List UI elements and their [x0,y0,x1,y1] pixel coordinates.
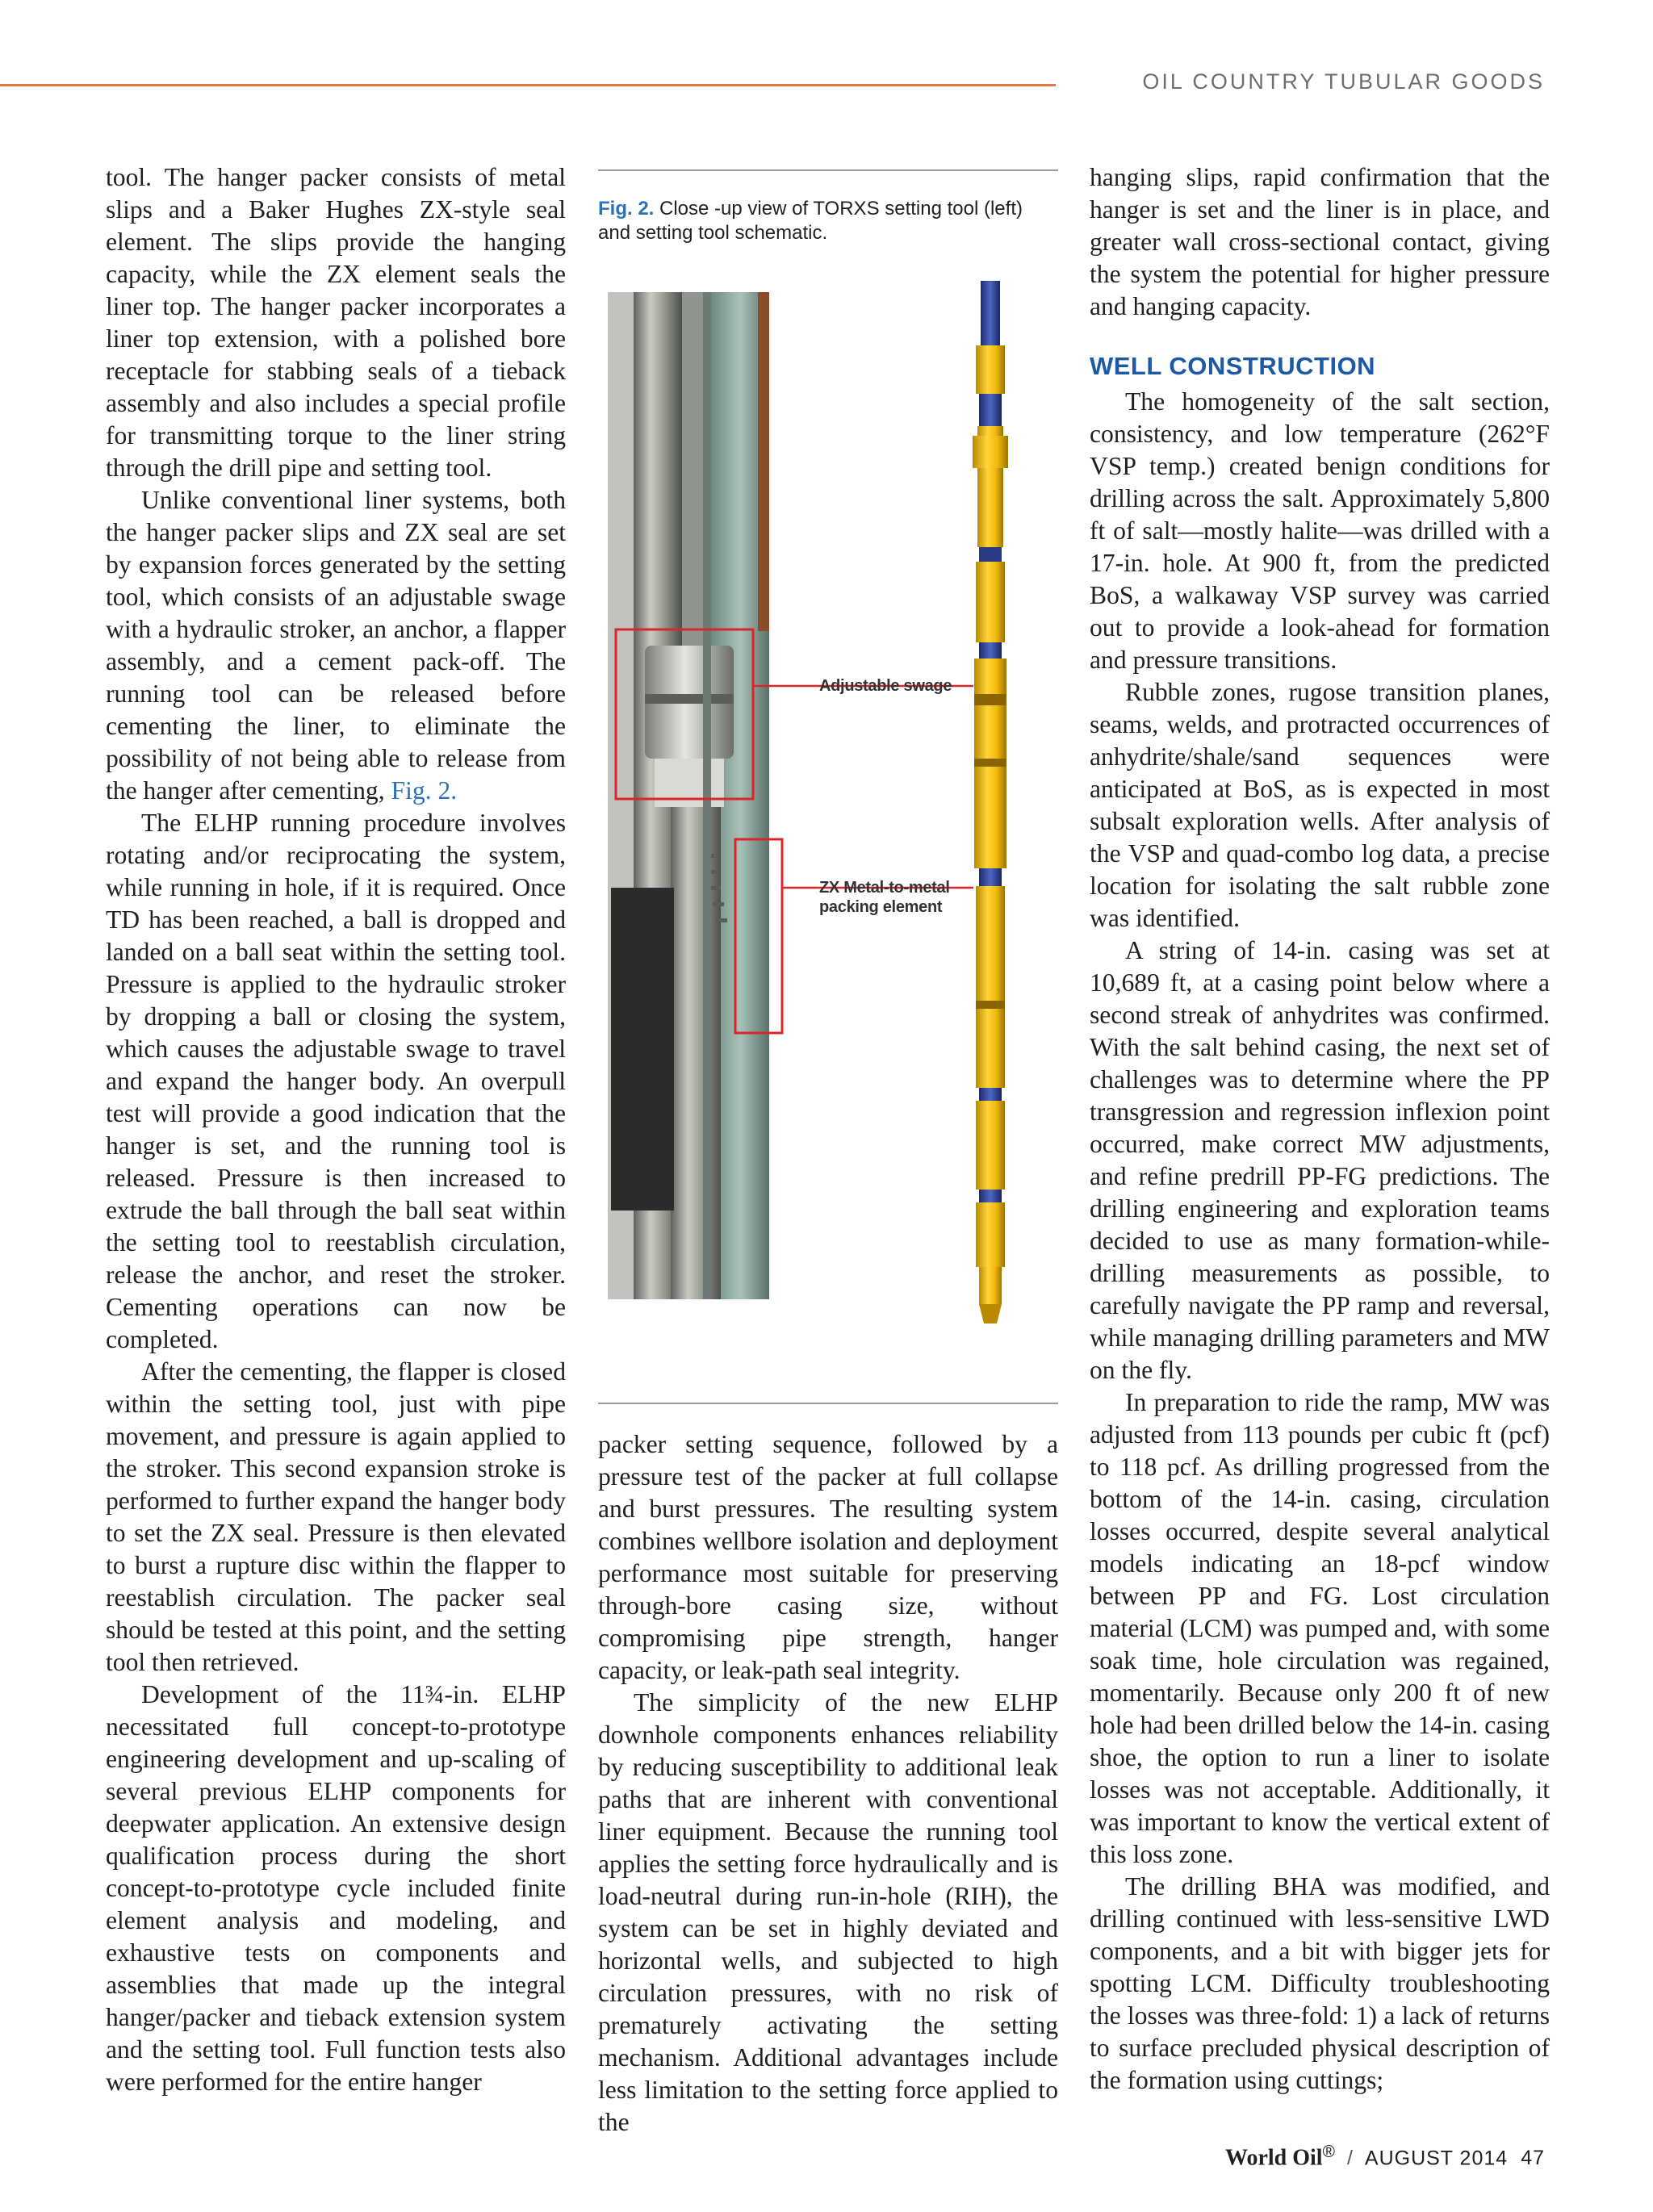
annotation-line: packing element [819,898,943,916]
header-rule [0,84,1056,86]
paragraph: The drilling BHA was modified, and drilling continued with less-sensitive LWD components, and a bit with bigger jets for spotting LCM. Difficulty troubleshooting the losses was three-fold: 1) a lack of returns to surface precluded physical description of the formation using cuttings; [1090,1872,1550,2094]
section-title: OIL COUNTRY TUBULAR GOODS [1142,69,1545,94]
article-column-3 [1090,161,1550,2097]
paragraph: After the cementing, the flapper is closed within the setting tool, just with pipe movement, and pressure is again applied to the stroker. This second expansion stroke is performed to further expand the hanger body to set the ZX seal. Pressure is then elevated to burst a rupture disc within the flapper to reestablish circulation. The packer seal should be tested at this point, and the setting tool then retrieved. [106,1357,566,1676]
setting-tool-schematic [973,281,1008,1323]
figure-label: Fig. 2. [598,198,655,220]
paragraph [106,484,566,807]
figure-top-rule [598,169,1058,171]
annotation-line: ZX Metal-to-metal [819,879,950,897]
issue-date: AUGUST 2014 [1364,2147,1509,2170]
section-heading: WELL CONSTRUCTION [1090,352,1376,380]
figure-caption-text: Close -up view of TORXS setting tool (left) and setting tool schematic. [598,198,1023,244]
article-column-2 [598,1428,1058,2139]
annotation-zx-packing-element [819,878,950,917]
figure-bottom-rule [598,1403,1058,1404]
footer-separator: / [1346,2147,1354,2170]
paragraph: packer setting sequence, followed by a pressure test of the packer at full collapse and burst pressures. The resulting system combines wellbore isolation and deployment performance most suitable for preserving through-bore casing size, without compromising pipe strength, hanger capacity, or leak-path seal integrity. [598,1430,1058,1684]
figure-2 [598,274,1058,1396]
paragraph-text: Unlike conventional liner systems, both the hanger packer slips and ZX seal are set by expansion forces generated by the setting tool, which consists of an adjustable swage with a hydraulic stroker, an anchor, a flapper assembly, and a cement pack-off. The running tool can be released before cementing the liner, to eliminate the possibility of not being able to release from the hanger after cementing, [106,486,566,805]
figure-caption [598,197,1058,245]
article-column-1 [106,161,566,2098]
paragraph: tool. The hanger packer consists of metal slips and a Baker Hughes ZX-style seal element. The slips provide the hanging capacity, while the ZX element seals the liner top. The hanger packer incorporates a liner top extension, with a polished bore receptacle for stabbing seals of a tieback assembly and also includes a special profile for transmitting torque to the liner string through the drill pipe and setting tool. [106,163,566,482]
trademark-symbol: ® [1322,2143,1336,2161]
paragraph: The homogeneity of the salt section, consistency, and low temperature (262°F VSP temp.) created benign conditions for drilling across the salt. Approximately 5,800 ft of salt—mostly halite—was drilled with a 17-in. hole. At 900 ft, from the predicted BoS, a walkaway VSP survey was carried out to provide a look-ahead for formation and pressure transitions. [1090,387,1550,674]
setting-tool-illustration [598,274,1058,1396]
figure-reference-link[interactable]: Fig. 2. [391,776,458,805]
setting-tool-photo [608,292,973,1299]
paragraph: Development of the 11¾-in. ELHP necessitated full concept-to-prototype engineering development and up-scaling of several previous ELHP components for deepwater application. An extensive design qualification process during the short concept-to-prototype cycle included finite element analysis and modeling, and exhaustive tests on components and assemblies that made up the integral hanger/packer and tieback extension system and the setting tool. Full function tests also were performed for the entire hanger [106,1680,566,2096]
paragraph: In preparation to ride the ramp, MW was adjusted from 113 pounds per cubic ft (pcf) to 118 pcf. As drilling progressed from the bottom of the 14-in. casing, circulation losses occurred, despite several analytical models indicating an 18-pcf window between PP and FG. Lost circulation material (LCM) was pumped and, with some soak time, hole circulation was regained, momentarily. Because only 200 ft of new hole had been drilled below the 14-in. casing shoe, the option to run a liner to isolate losses was not acceptable. Additionally, it was important to know the vertical extent of this loss zone. [1090,1388,1550,1868]
page-number: 47 [1521,2147,1545,2170]
paragraph: A string of 14-in. casing was set at 10,689 ft, at a casing point below where a second streak of anhydrites was confirmed. With the salt behind casing, the next set of challenges was to determine where the PP transgression and regression inflexion point occurred, make correct MW adjustments, and refine predrill PP-FG predictions. The drilling engineering and exploration teams decided to use as many formation-while-drilling measurements as possible, to carefully navigate the PP ramp and reversal, while managing drilling parameters and MW on the fly. [1090,936,1550,1384]
paragraph: Rubble zones, rugose transition planes, seams, welds, and protracted occurrences of anhydrite/shale/sand sequences were anticipated at BoS, as is expected in most subsalt exploration wells. After analysis of the VSP and quad-combo log data, a precise location for isolating the salt rubble zone was identified. [1090,678,1550,932]
paragraph: hanging slips, rapid confirmation that the hanger is set and the liner is in place, and greater wall cross-sectional contact, giving the system the potential for higher pressure and hanging capacity. [1090,163,1550,320]
annotation-adjustable-swage: Adjustable swage [819,677,952,695]
paragraph: The ELHP running procedure involves rotating and/or reciprocating the system, while running in hole, if it is required. Once TD has been reached, a ball is dropped and landed on a ball seat within the setting tool. Pressure is applied to the hydraulic stroker by dropping a ball or closing the system, which causes the adjustable swage to travel and expand the hanger body. An overpull test will provide a good indication that the hanger is set, and the running tool is released. Pressure is then increased to extrude the ball through the ball seat within the setting tool to reestablish circulation, release the anchor, and reset the stroker. Cementing operations can now be completed. [106,809,566,1353]
page-footer [1225,2143,1545,2171]
publication-name: World Oil [1225,2145,1323,2171]
paragraph: The simplicity of the new ELHP downhole components enhances reliability by reducing susceptibility to additional leak paths that are inherent with conventional liner equipment. Because the running tool applies the setting force hydraulically and is load-neutral during run-in-hole (RIH), the system can be set in highly deviated and horizontal wells, and subjected to high circulation pressures, with no risk of prematurely activating the setting mechanism. Additional advantages include less limitation to the setting force applied to the [598,1688,1058,2136]
